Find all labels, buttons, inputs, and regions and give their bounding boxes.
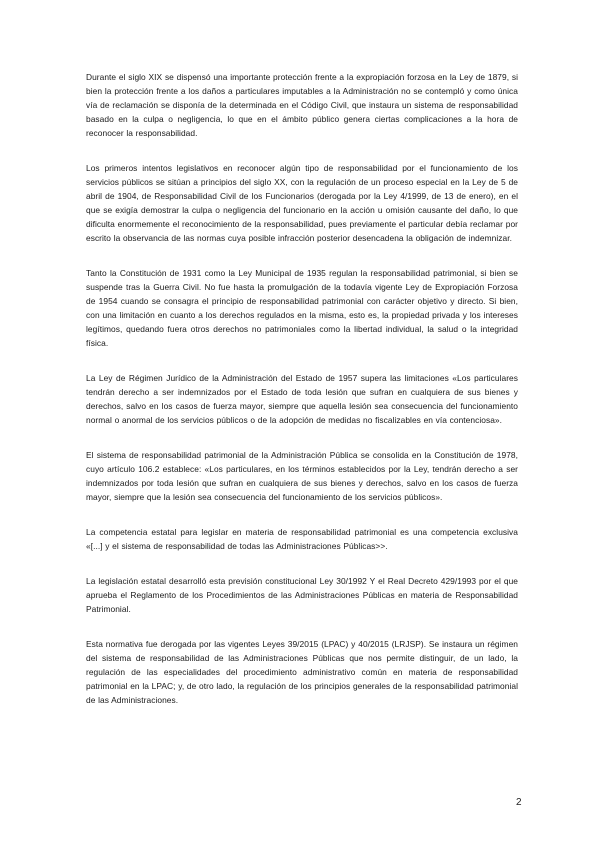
paragraph-normativa-vigente: Esta normativa fue derogada por las vigentes Leyes 39/2015 (LPAC) y 40/2015 (LRJSP). Se instaura un régimen del sistema de responsabilidad de las Administraciones Públicas que nos permite distinguir, de un lado, la regulación de las especialidades del procedimiento administrativo común en materia de responsabilidad patrimonial en la LPAC; y, de otro lado, la regulación de los principios generales de la responsabilidad patrimonial de las Administraciones.	[86, 639, 518, 705]
paragraph-ley-regimen-juridico-1957: La Ley de Régimen Jurídico de la Administración del Estado de 1957 supera las limitaciones «Los particulares tendrán derecho a ser indemnizados por el Estado de toda lesión que sufran en cualquiera de sus bienes y derechos, salvo en los casos de fuerza mayor, siempre que aquella lesión sea consecuencia del funcionamiento normal o anormal de los servicios públicos o de la adopción de medidas no fiscalizables en vía contenciosa».	[86, 373, 518, 425]
page-number: 2	[516, 797, 522, 808]
document-body	[86, 70, 518, 728]
paragraph-legislacion-estatal: La legislación estatal desarrolló esta previsión constitucional Ley 30/1992 Y el Real Decreto 429/1993 por el que aprueba el Reglamento de los Procedimientos de las Administraciones Públicas en materia de Responsabilidad Patrimonial.	[86, 576, 518, 614]
paragraph-siglo-xix: Durante el siglo XIX se dispensó una importante protección frente a la expropiación forzosa en la Ley de 1879, si bien la protección frente a los daños a particulares imputables a la Administración no se contempló y como única vía de reclamación se disponía de la determinada en el Código Civil, que instaura un sistema de responsabilidad basado en la culpa o negligencia, lo que en el ámbito público genera ciertas complicaciones a la hora de reconocer la responsabilidad.	[86, 72, 518, 138]
paragraph-primeros-intentos: Los primeros intentos legislativos en reconocer algún tipo de responsabilidad por el funcionamiento de los servicios públicos se sitúan a principios del siglo XX, con la regulación de un proceso especial en la Ley de 5 de abril de 1904, de Responsabilidad Civil de los Funcionarios (derogada por la Ley 4/1999, de 13 de enero), en el que se exigía demostrar la culpa o negligencia del funcionario en la acción u omisión causante del daño, lo que dificulta enormemente el reconocimiento de la responsabilidad, pues previamente el particular debía reclamar por escrito la observancia de las normas cuya posible infracción posterior desencadena la obligación de indemnizar.	[86, 163, 518, 243]
paragraph-constitucion-1931: Tanto la Constitución de 1931 como la Ley Municipal de 1935 regulan la responsabilidad patrimonial, si bien se suspende tras la Guerra Civil. No fue hasta la promulgación de la todavía vigente Ley de Expropiación Forzosa de 1954 cuando se consagra el principio de responsabilidad patrimonial con carácter objetivo y directo. Si bien, con una limitación en cuanto a los derechos regulados en la misma, esto es, la propiedad privada y los intereses legítimos, quedando fuera otros derechos no patrimoniales como la libertad individual, la salud o la integridad física.	[86, 268, 518, 348]
paragraph-competencia-estatal: La competencia estatal para legislar en materia de responsabilidad patrimonial es una competencia exclusiva «[...] y el sistema de responsabilidad de todas las Administraciones Públicas>>.	[86, 527, 518, 551]
paragraph-constitucion-1978: El sistema de responsabilidad patrimonial de la Administración Pública se consolida en la Constitución de 1978, cuyo artículo 106.2 establece: «Los particulares, en los términos establecidos por la Ley, tendrán derecho a ser indemnizados por toda lesión que sufran en cualquiera de sus bienes y derechos, salvo en los casos de fuerza mayor, siempre que la lesión sea consecuencia del funcionamiento de los servicios públicos».	[86, 450, 518, 502]
